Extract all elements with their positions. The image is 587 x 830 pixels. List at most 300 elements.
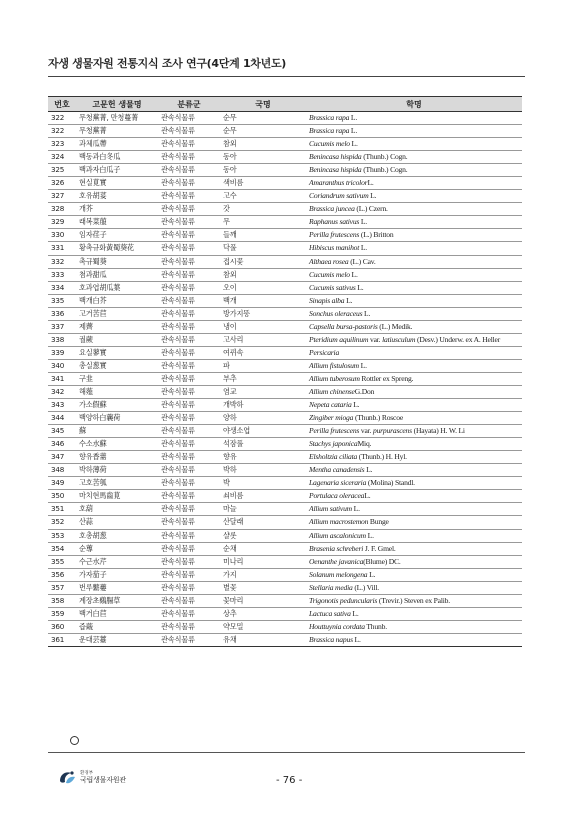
scientific-name-italic-part: Zingiber mioga bbox=[309, 413, 354, 423]
cell-scientific-name bbox=[306, 594, 522, 607]
table-row bbox=[48, 307, 522, 320]
cell-old-name: 호葫 bbox=[76, 503, 158, 516]
cell-scientific-name bbox=[306, 568, 522, 581]
cell-korean-name: 오이 bbox=[220, 281, 306, 294]
table-row bbox=[48, 242, 522, 255]
scientific-name-italic-part: Lactuca sativa bbox=[309, 608, 351, 618]
cell-taxon: 관속식물류 bbox=[158, 620, 220, 633]
cell-scientific-name bbox=[306, 399, 522, 412]
cell-old-name: 백과자白瓜子 bbox=[76, 164, 158, 177]
scientific-name-author-part: (L.) Medik. bbox=[377, 321, 413, 331]
scientific-name-italic-part: Allium tuberosum bbox=[309, 373, 360, 383]
footer-divider bbox=[48, 752, 525, 753]
cell-korean-name: 석잠풀 bbox=[220, 438, 306, 451]
cell-taxon: 관속식물류 bbox=[158, 412, 220, 425]
table-row bbox=[48, 229, 522, 242]
table-row bbox=[48, 372, 522, 385]
table-row bbox=[48, 399, 522, 412]
cell-old-name: 촉규蜀葵 bbox=[76, 255, 158, 268]
cell-korean-name: 샬롯 bbox=[220, 529, 306, 542]
cell-taxon: 관속식물류 bbox=[158, 542, 220, 555]
scientific-name-author-part: L. bbox=[349, 269, 358, 279]
table-row bbox=[48, 346, 522, 359]
scientific-name-author-part: G.Don bbox=[354, 387, 375, 396]
scientific-name-author-part: L. bbox=[349, 113, 358, 123]
cell-scientific-name bbox=[306, 307, 522, 320]
cell-number: 350 bbox=[48, 490, 76, 503]
cell-taxon: 관속식물류 bbox=[158, 425, 220, 438]
cell-scientific-name bbox=[306, 385, 522, 398]
cell-number: 331 bbox=[48, 242, 76, 255]
cell-number: 354 bbox=[48, 542, 76, 555]
column-header-scientific-name: 학명 bbox=[306, 97, 522, 112]
cell-taxon: 관속식물류 bbox=[158, 346, 220, 359]
cell-scientific-name bbox=[306, 320, 522, 333]
scientific-name-italic-part: Pteridium aquilinum bbox=[309, 334, 369, 344]
cell-number: 322 bbox=[48, 125, 76, 138]
table-row bbox=[48, 555, 522, 568]
table-row bbox=[48, 451, 522, 464]
cell-taxon: 관속식물류 bbox=[158, 268, 220, 281]
cell-korean-name: 색비름 bbox=[220, 177, 306, 190]
scientific-name-italic-part: Benincasa hispida bbox=[309, 165, 362, 175]
page-header-title: 자생 생물자원 전통지식 조사 연구(4단계 1차년도) bbox=[48, 57, 287, 70]
scientific-name-italic-part: Capsella bursa-pastoris bbox=[309, 321, 378, 331]
table-row bbox=[48, 568, 522, 581]
scientific-name-italic-part: Sinapis alba bbox=[309, 295, 345, 305]
cell-scientific-name bbox=[306, 294, 522, 307]
table-row bbox=[48, 359, 522, 372]
cell-korean-name: 방가지똥 bbox=[220, 307, 306, 320]
cell-old-name: 호과엽胡瓜葉 bbox=[76, 281, 158, 294]
cell-scientific-name bbox=[306, 412, 522, 425]
scientific-name-italic-part: Portulaca oleracea bbox=[309, 491, 365, 501]
cell-scientific-name bbox=[306, 242, 522, 255]
page-number: - 76 - bbox=[276, 775, 303, 786]
column-header-taxon: 분류군 bbox=[158, 97, 220, 112]
scientific-name-italic-part: Perilla frutescens bbox=[309, 426, 360, 436]
scientific-name-italic-part: Brassica napus bbox=[309, 634, 353, 644]
cell-taxon: 관속식물류 bbox=[158, 399, 220, 412]
cell-scientific-name bbox=[306, 281, 522, 294]
scientific-name-author-part: L. bbox=[367, 178, 374, 188]
cell-taxon: 관속식물류 bbox=[158, 242, 220, 255]
table-header-row bbox=[48, 97, 522, 112]
table-row bbox=[48, 477, 522, 490]
cell-scientific-name bbox=[306, 633, 522, 646]
cell-old-name: 황촉규화黃蜀葵花 bbox=[76, 242, 158, 255]
cell-taxon: 관속식물류 bbox=[158, 451, 220, 464]
cell-number: 325 bbox=[48, 164, 76, 177]
cell-korean-name: 갓 bbox=[220, 203, 306, 216]
hollow-circle-bullet-icon bbox=[70, 736, 79, 745]
cell-scientific-name bbox=[306, 372, 522, 385]
cell-old-name: 蘇 bbox=[76, 425, 158, 438]
scientific-name-italic-part: Oenanthe javanica bbox=[309, 556, 364, 566]
cell-korean-name: 약모밀 bbox=[220, 620, 306, 633]
scientific-name-italic-part: Persicaria bbox=[309, 347, 340, 357]
cell-old-name: 현실莧實 bbox=[76, 177, 158, 190]
scientific-name-author-part: L. bbox=[351, 504, 360, 514]
table-row bbox=[48, 594, 522, 607]
cell-scientific-name bbox=[306, 229, 522, 242]
cell-scientific-name bbox=[306, 333, 522, 346]
cell-old-name: 가자茄子 bbox=[76, 568, 158, 581]
cell-taxon: 관속식물류 bbox=[158, 503, 220, 516]
table-header bbox=[48, 97, 522, 112]
scientific-name-italic-part: Stellaria media bbox=[309, 582, 353, 592]
cell-korean-name: 순무 bbox=[220, 112, 306, 125]
cell-korean-name: 염교 bbox=[220, 385, 306, 398]
cell-old-name: 호유胡荽 bbox=[76, 190, 158, 203]
table-row bbox=[48, 281, 522, 294]
table-row bbox=[48, 425, 522, 438]
scientific-name-italic-part: Althaea rosea bbox=[309, 256, 349, 266]
cell-scientific-name bbox=[306, 112, 522, 125]
scientific-name-italic-part: Allium macrostemon bbox=[309, 517, 369, 527]
table-row bbox=[48, 333, 522, 346]
cell-taxon: 관속식물류 bbox=[158, 568, 220, 581]
cell-korean-name: 양하 bbox=[220, 412, 306, 425]
cell-taxon: 관속식물류 bbox=[158, 581, 220, 594]
scientific-name-italic-part: Cucumis melo bbox=[309, 139, 350, 149]
cell-korean-name: 백개 bbox=[220, 294, 306, 307]
logo-ministry-label: 환경부 bbox=[80, 770, 94, 776]
scientific-name-italic-part: Trigonotis peduncularis bbox=[309, 595, 378, 605]
cell-number: 347 bbox=[48, 451, 76, 464]
cell-taxon: 관속식물류 bbox=[158, 372, 220, 385]
scientific-name-author-part: L. bbox=[349, 139, 358, 149]
cell-number: 346 bbox=[48, 438, 76, 451]
logo-text bbox=[80, 772, 126, 785]
cell-number: 359 bbox=[48, 607, 76, 620]
cell-taxon: 관속식물류 bbox=[158, 529, 220, 542]
scientific-name-italic-part: Brassica rapa bbox=[309, 113, 350, 123]
cell-old-name: 순蓴 bbox=[76, 542, 158, 555]
cell-korean-name: 쇠비름 bbox=[220, 490, 306, 503]
cell-number: 326 bbox=[48, 177, 76, 190]
scientific-name-italic-part: Sonchus oleraceus bbox=[309, 308, 363, 318]
cell-number: 355 bbox=[48, 555, 76, 568]
cell-scientific-name bbox=[306, 203, 522, 216]
cell-taxon: 관속식물류 bbox=[158, 151, 220, 164]
cell-number: 360 bbox=[48, 620, 76, 633]
cell-korean-name: 고수 bbox=[220, 190, 306, 203]
scientific-name-author-part: L. bbox=[364, 465, 373, 475]
table-row bbox=[48, 216, 522, 229]
cell-taxon: 관속식물류 bbox=[158, 555, 220, 568]
scientific-name-italic-part: Brassica juncea bbox=[309, 204, 355, 214]
scientific-name-italic-part: Raphanus sativus bbox=[309, 217, 360, 227]
scientific-name-author-part: (L.) Vill. bbox=[352, 582, 379, 592]
cell-number: 336 bbox=[48, 307, 76, 320]
cell-number: 356 bbox=[48, 568, 76, 581]
table-row bbox=[48, 633, 522, 646]
cell-taxon: 관속식물류 bbox=[158, 477, 220, 490]
scientific-name-italic-part: Allium fistulosum bbox=[309, 360, 359, 370]
cell-korean-name: 순채 bbox=[220, 542, 306, 555]
table-row bbox=[48, 503, 522, 516]
table-row bbox=[48, 620, 522, 633]
table-row bbox=[48, 320, 522, 333]
nibr-logo-icon bbox=[57, 768, 77, 788]
cell-old-name: 고거苦苣 bbox=[76, 307, 158, 320]
cell-old-name: 무청蕪菁, 만청蔓菁 bbox=[76, 112, 158, 125]
cell-scientific-name bbox=[306, 359, 522, 372]
table-row bbox=[48, 190, 522, 203]
cell-taxon: 관속식물류 bbox=[158, 464, 220, 477]
cell-scientific-name bbox=[306, 164, 522, 177]
cell-old-name: 구韭 bbox=[76, 372, 158, 385]
scientific-name-italic-part: Coriandrum sativum bbox=[309, 191, 369, 201]
cell-number: 353 bbox=[48, 529, 76, 542]
table-row bbox=[48, 607, 522, 620]
cell-taxon: 관속식물류 bbox=[158, 164, 220, 177]
scientific-name-italic-part: Brasenia schreberi bbox=[309, 543, 364, 553]
cell-taxon: 관속식물류 bbox=[158, 594, 220, 607]
cell-korean-name: 파 bbox=[220, 359, 306, 372]
scientific-name-author-part: (L.) Czern. bbox=[354, 204, 388, 214]
cell-korean-name: 상추 bbox=[220, 607, 306, 620]
cell-taxon: 관속식물류 bbox=[158, 138, 220, 151]
scientific-name-author-part: L. bbox=[349, 126, 358, 136]
scientific-name-author-part: J. F. Gmel. bbox=[363, 543, 396, 553]
cell-scientific-name bbox=[306, 346, 522, 359]
scientific-name-author-part: L. bbox=[350, 608, 359, 618]
scientific-name-author-part: L. bbox=[364, 491, 371, 501]
institution-logo bbox=[57, 768, 126, 788]
scientific-name-italic-part: latiusculum bbox=[382, 334, 416, 344]
scientific-name-italic-part: Elsholtzia ciliata bbox=[309, 452, 358, 462]
scientific-name-author-part: (Trevir.) Steven ex Palib. bbox=[377, 595, 450, 605]
cell-korean-name: 미나리 bbox=[220, 555, 306, 568]
cell-taxon: 관속식물류 bbox=[158, 385, 220, 398]
cell-korean-name: 동아 bbox=[220, 164, 306, 177]
cell-number: 343 bbox=[48, 399, 76, 412]
scientific-name-author-part: L. bbox=[352, 634, 361, 644]
cell-old-name: 계장초鷄腸草 bbox=[76, 594, 158, 607]
cell-scientific-name bbox=[306, 529, 522, 542]
table-row bbox=[48, 164, 522, 177]
column-header-number: 번호 bbox=[48, 97, 76, 112]
scientific-name-italic-part: Stachys japonica bbox=[309, 439, 358, 449]
scientific-name-author-part: (Molina) Standl. bbox=[366, 478, 415, 488]
cell-taxon: 관속식물류 bbox=[158, 333, 220, 346]
table-row bbox=[48, 112, 522, 125]
cell-scientific-name bbox=[306, 216, 522, 229]
scientific-name-author-part: L. bbox=[367, 569, 376, 579]
cell-old-name: 첨과甜瓜 bbox=[76, 268, 158, 281]
cell-taxon: 관속식물류 bbox=[158, 125, 220, 138]
cell-old-name: 개芥 bbox=[76, 203, 158, 216]
cell-scientific-name bbox=[306, 477, 522, 490]
scientific-name-italic-part: Allium ascalonicum bbox=[309, 530, 366, 540]
scientific-name-author-part: Bunge bbox=[368, 517, 389, 527]
table-row bbox=[48, 177, 522, 190]
cell-korean-name: 닥풀 bbox=[220, 242, 306, 255]
table-row bbox=[48, 294, 522, 307]
cell-taxon: 관속식물류 bbox=[158, 294, 220, 307]
cell-old-name: 향유香薷 bbox=[76, 451, 158, 464]
cell-scientific-name bbox=[306, 581, 522, 594]
table-row bbox=[48, 151, 522, 164]
cell-scientific-name bbox=[306, 425, 522, 438]
table-row bbox=[48, 438, 522, 451]
cell-taxon: 관속식물류 bbox=[158, 516, 220, 529]
table-row bbox=[48, 529, 522, 542]
cell-number: 322 bbox=[48, 112, 76, 125]
table-row bbox=[48, 490, 522, 503]
cell-old-name: 수소水蘇 bbox=[76, 438, 158, 451]
logo-institution-name: 국립생물자원관 bbox=[80, 776, 126, 785]
cell-korean-name: 부추 bbox=[220, 372, 306, 385]
cell-scientific-name bbox=[306, 438, 522, 451]
cell-scientific-name bbox=[306, 190, 522, 203]
cell-old-name: 즙蕺 bbox=[76, 620, 158, 633]
cell-number: 352 bbox=[48, 516, 76, 529]
cell-korean-name: 순무 bbox=[220, 125, 306, 138]
cell-old-name: 산蒜 bbox=[76, 516, 158, 529]
cell-number: 361 bbox=[48, 633, 76, 646]
scientific-name-author-part: (Thunb.) Cogn. bbox=[361, 165, 408, 175]
cell-scientific-name bbox=[306, 503, 522, 516]
cell-scientific-name bbox=[306, 138, 522, 151]
cell-scientific-name bbox=[306, 490, 522, 503]
cell-old-name: 임자荏子 bbox=[76, 229, 158, 242]
cell-number: 341 bbox=[48, 372, 76, 385]
cell-old-name: 수근水芹 bbox=[76, 555, 158, 568]
cell-scientific-name bbox=[306, 177, 522, 190]
scientific-name-author-part: (Thunb.) Roscoe bbox=[353, 413, 403, 423]
cell-old-name: 호총胡葱 bbox=[76, 529, 158, 542]
cell-old-name: 운대芸薹 bbox=[76, 633, 158, 646]
scientific-name-italic-part: Mentha canadensis bbox=[309, 465, 365, 475]
cell-number: 345 bbox=[48, 425, 76, 438]
cell-number: 349 bbox=[48, 477, 76, 490]
cell-taxon: 관속식물류 bbox=[158, 490, 220, 503]
cell-old-name: 과체瓜蔕 bbox=[76, 138, 158, 151]
cell-korean-name: 무 bbox=[220, 216, 306, 229]
cell-old-name: 무청蕪菁 bbox=[76, 125, 158, 138]
cell-old-name: 요실蓼實 bbox=[76, 346, 158, 359]
species-table bbox=[48, 96, 522, 647]
scientific-name-author-part: Rottler ex Spreng. bbox=[359, 373, 414, 383]
table-row bbox=[48, 125, 522, 138]
scientific-name-author-part: L. bbox=[359, 217, 368, 227]
scientific-name-author-part: var. bbox=[368, 334, 383, 344]
cell-korean-name: 가지 bbox=[220, 568, 306, 581]
cell-number: 337 bbox=[48, 320, 76, 333]
cell-taxon: 관속식물류 bbox=[158, 633, 220, 646]
cell-korean-name: 산달래 bbox=[220, 516, 306, 529]
cell-korean-name: 박 bbox=[220, 477, 306, 490]
scientific-name-italic-part: Hibiscus manihot bbox=[309, 243, 360, 253]
cell-number: 351 bbox=[48, 503, 76, 516]
scientific-name-author-part: (Thunb.) H. Hyl. bbox=[357, 452, 407, 462]
table-row bbox=[48, 385, 522, 398]
cell-old-name: 궐蕨 bbox=[76, 333, 158, 346]
cell-korean-name: 유채 bbox=[220, 633, 306, 646]
scientific-name-author-part: (Hayata) H. W. Li bbox=[411, 426, 465, 436]
cell-korean-name: 별꽃 bbox=[220, 581, 306, 594]
scientific-name-italic-part: Solanum melongena bbox=[309, 569, 368, 579]
cell-number: 358 bbox=[48, 594, 76, 607]
cell-taxon: 관속식물류 bbox=[158, 229, 220, 242]
cell-taxon: 관속식물류 bbox=[158, 359, 220, 372]
scientific-name-italic-part: Houttuynia cordata bbox=[309, 621, 365, 631]
table-row bbox=[48, 203, 522, 216]
scientific-name-author-part: L. bbox=[362, 308, 371, 318]
cell-taxon: 관속식물류 bbox=[158, 190, 220, 203]
cell-number: 342 bbox=[48, 385, 76, 398]
scientific-name-italic-part: Benincasa hispida bbox=[309, 152, 362, 162]
cell-scientific-name bbox=[306, 620, 522, 633]
cell-old-name: 마치현馬齒莧 bbox=[76, 490, 158, 503]
scientific-name-author-part: L. bbox=[355, 282, 364, 292]
cell-old-name: 고호苦瓠 bbox=[76, 477, 158, 490]
cell-number: 323 bbox=[48, 138, 76, 151]
scientific-name-author-part: (L.) Cav. bbox=[348, 256, 376, 266]
cell-korean-name: 개박하 bbox=[220, 399, 306, 412]
cell-scientific-name bbox=[306, 125, 522, 138]
cell-korean-name: 박하 bbox=[220, 464, 306, 477]
cell-scientific-name bbox=[306, 464, 522, 477]
cell-korean-name: 동아 bbox=[220, 151, 306, 164]
cell-korean-name: 마늘 bbox=[220, 503, 306, 516]
scientific-name-author-part: L. bbox=[358, 360, 367, 370]
cell-number: 329 bbox=[48, 216, 76, 229]
table-row bbox=[48, 412, 522, 425]
table-row bbox=[48, 516, 522, 529]
cell-scientific-name bbox=[306, 268, 522, 281]
cell-korean-name: 향유 bbox=[220, 451, 306, 464]
cell-taxon: 관속식물류 bbox=[158, 320, 220, 333]
cell-old-name: 백양하白蘘荷 bbox=[76, 412, 158, 425]
cell-old-name: 백거白苣 bbox=[76, 607, 158, 620]
cell-scientific-name bbox=[306, 151, 522, 164]
scientific-name-italic-part: Cucumis melo bbox=[309, 269, 350, 279]
table-body bbox=[48, 112, 522, 647]
scientific-name-italic-part: Allium chinense bbox=[309, 387, 355, 396]
cell-korean-name: 야생소엽 bbox=[220, 425, 306, 438]
cell-taxon: 관속식물류 bbox=[158, 307, 220, 320]
cell-number: 335 bbox=[48, 294, 76, 307]
cell-old-name: 박하薄荷 bbox=[76, 464, 158, 477]
scientific-name-italic-part: Amaranthus tricolor bbox=[309, 178, 368, 188]
cell-number: 333 bbox=[48, 268, 76, 281]
cell-korean-name: 들깨 bbox=[220, 229, 306, 242]
cell-number: 348 bbox=[48, 464, 76, 477]
cell-number: 332 bbox=[48, 255, 76, 268]
cell-taxon: 관속식물류 bbox=[158, 281, 220, 294]
cell-taxon: 관속식물류 bbox=[158, 607, 220, 620]
scientific-name-author-part: L. bbox=[365, 530, 374, 540]
cell-number: 338 bbox=[48, 333, 76, 346]
scientific-name-author-part: (Desv.) Underw. ex A. Heller bbox=[415, 334, 501, 344]
cell-old-name: 래복菜菔 bbox=[76, 216, 158, 229]
scientific-name-italic-part: Perilla frutescens bbox=[309, 230, 360, 240]
cell-number: 340 bbox=[48, 359, 76, 372]
scientific-name-author-part: Thunb. bbox=[364, 621, 387, 631]
cell-taxon: 관속식물류 bbox=[158, 255, 220, 268]
cell-number: 357 bbox=[48, 581, 76, 594]
scientific-name-author-part: var. bbox=[359, 426, 373, 436]
scientific-name-italic-part: Nepeta cataria bbox=[309, 400, 352, 410]
cell-korean-name: 고사리 bbox=[220, 333, 306, 346]
scientific-name-italic-part: Lagenaria siceraria bbox=[309, 478, 367, 488]
cell-korean-name: 참외 bbox=[220, 138, 306, 151]
scientific-name-author-part: L. bbox=[368, 191, 377, 201]
